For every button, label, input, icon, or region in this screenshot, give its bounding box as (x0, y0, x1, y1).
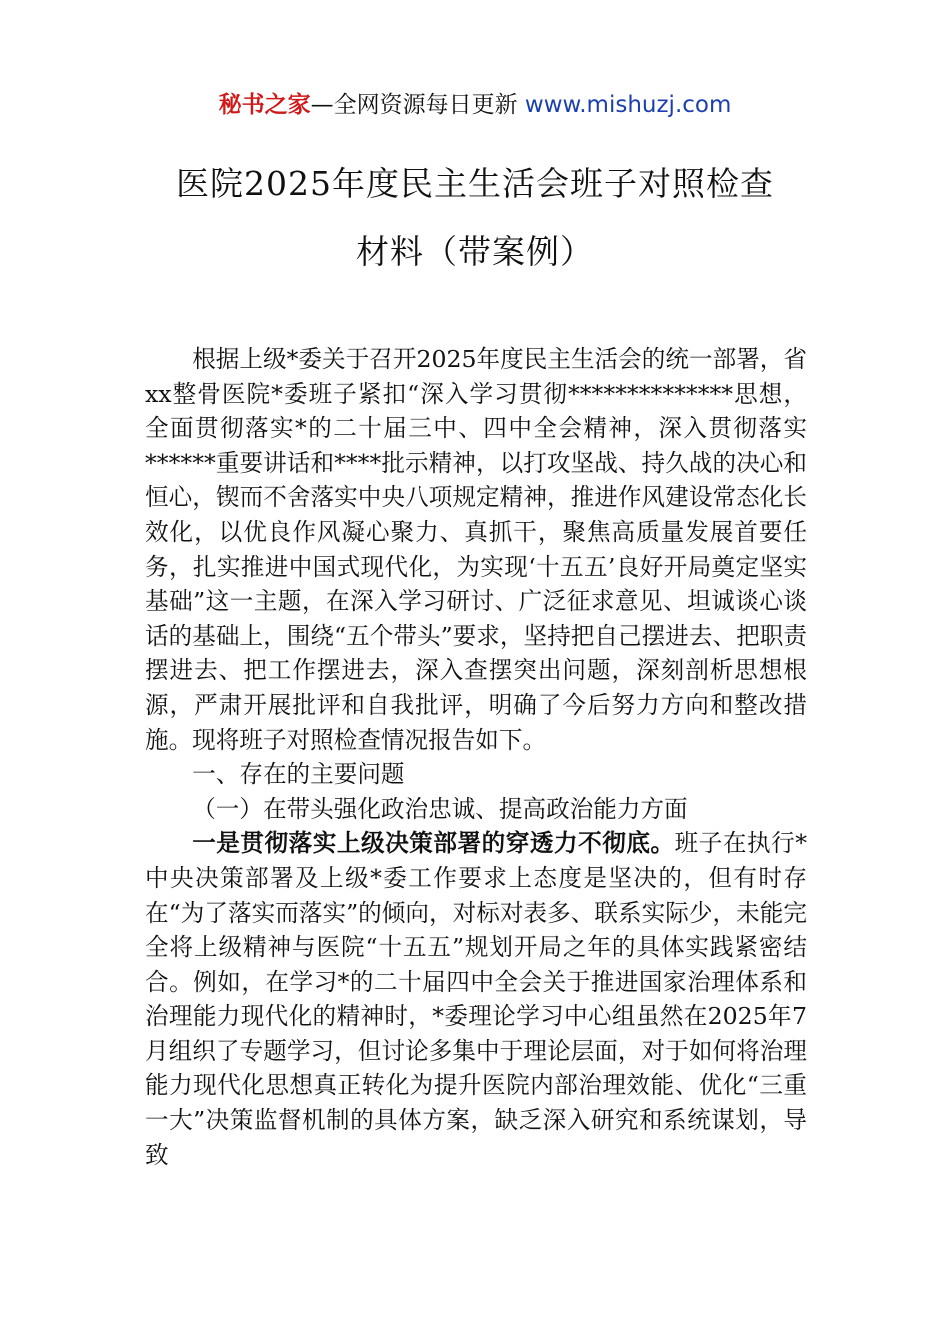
document-title-line-1: 医院2025年度民主生活会班子对照检查 (176, 164, 774, 203)
header-tagline: —全网资源每日更新 (310, 92, 525, 118)
site-url-link[interactable]: www.mishuzj.com (524, 92, 732, 118)
document-title-line-2: 材料（带案例） (356, 232, 594, 271)
document-body (145, 342, 807, 1172)
intro-paragraph: 根据上级*委关于召开2025年度民主生活会的统一部署，省xx整骨医院*委班子紧扣“深入学习贯彻**************思想，全面贯彻落实*的二十届三中、四中全会精神，深入贯彻落实******重要讲话和****批示精神，以打攻坚战、持久战的决心和恒心，锲而不舍落实中央八项规定精神，推进作风建设常态化长效化，以优良作风凝心聚力、真抓干，聚焦高质量发展首要任务，扎实推进中国式现代化，为实现‘十五五’良好开局奠定坚实基础”这一主题，在深入学习研讨、广泛征求意见、坦诚谈心谈话的基础上，围绕“五个带头”要求，坚持把自己摆进去、把职责摆进去、把工作摆进去，深入查摆突出问题，深刻剖析思想根源，严肃开展批评和自我批评，明确了今后努力方向和整改措施。现将班子对照检查情况报告如下。 (145, 345, 807, 754)
site-header (0, 88, 950, 122)
point-lead: 一是贯彻落实上级决策部署的穿透力不彻底。 (192, 829, 675, 858)
subsection-heading: （一）在带头强化政治忠诚、提高政治能力方面 (192, 794, 688, 823)
brand-name: 秘书之家 (218, 92, 311, 118)
point-text: 班子在执行*中央决策部署及上级*委工作要求上态度是坚决的，但有时存在“为了落实而落实”的倾向，对标对表多、联系实际少，未能完全将上级精神与医院“十五五”规划开局之年的具体实践紧密结合。例如，在学习*的二十届四中全会关于推进国家治理体系和治理能力现代化的精神时，*委理论学习中心组虽然在2025年7月组织了专题学习，但讨论多集中于理论层面，对于如何将治理能力现代化思想真正转化为提升医院内部治理效能、优化“三重一大”决策监督机制的具体方案，缺乏深入研究和系统谋划，导致 (145, 829, 808, 1169)
section-heading: 一、存在的主要问题 (192, 760, 405, 789)
point-paragraph (145, 826, 807, 1172)
